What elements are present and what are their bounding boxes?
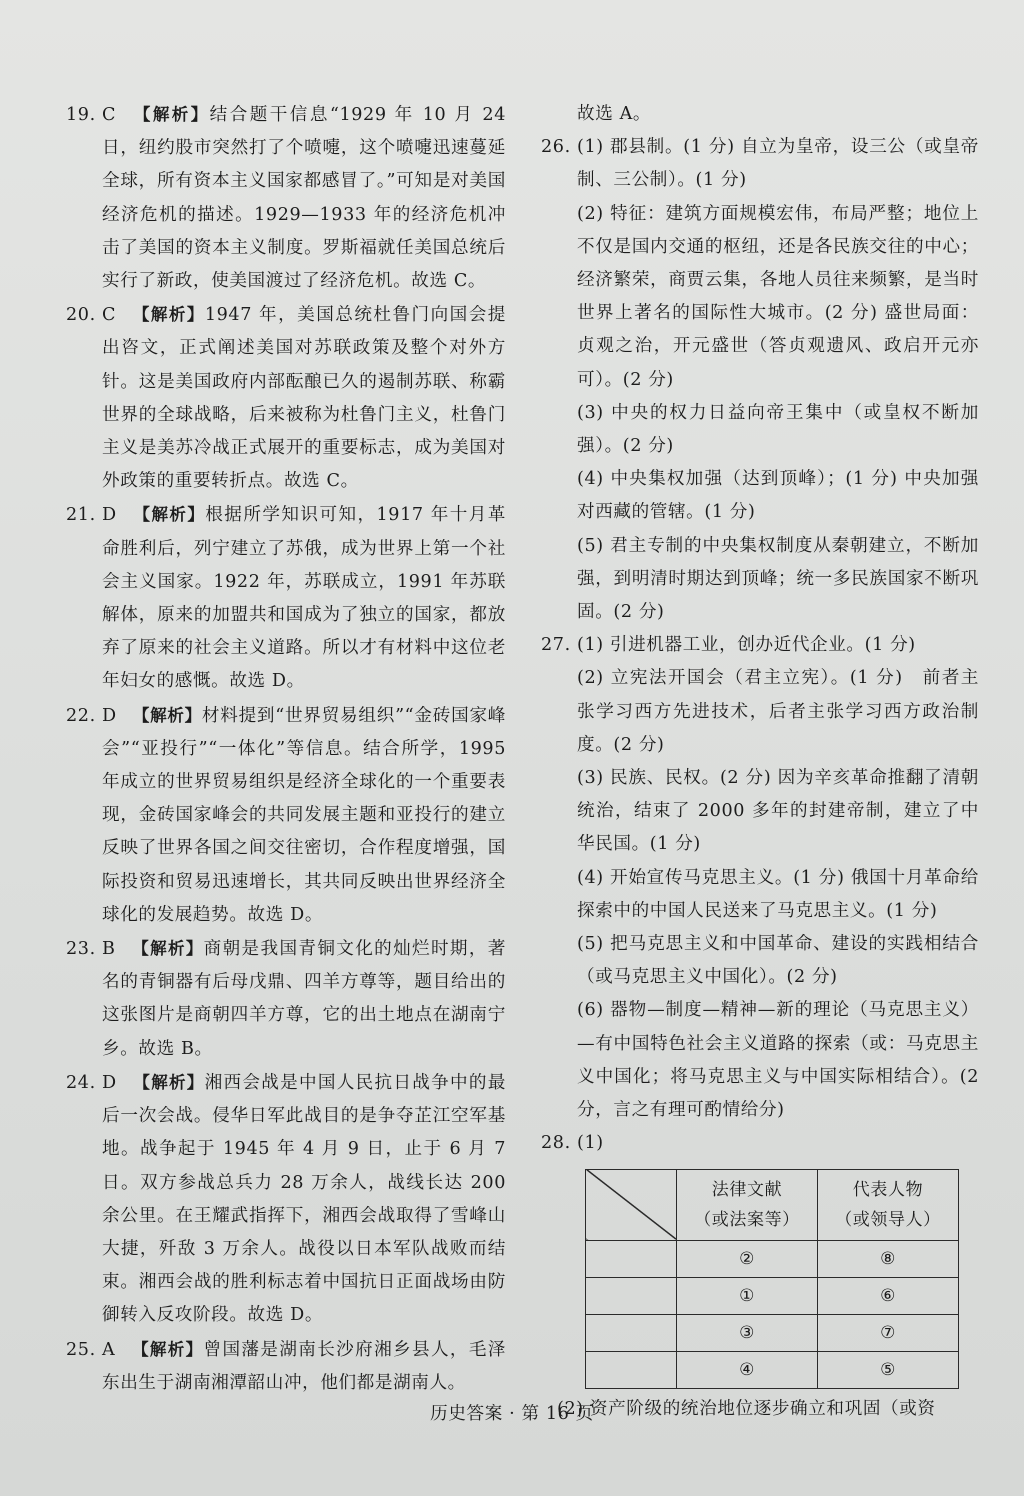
table-row (586, 1240, 959, 1277)
question-number: 25. (66, 1339, 96, 1360)
question-number: 20. (66, 305, 96, 326)
question-27-part-1 (541, 629, 979, 662)
header-line: 法律文献 (711, 1179, 783, 1200)
header-line: 代表人物 (852, 1179, 924, 1200)
answer-text: (1) (577, 1133, 604, 1154)
analysis-tag: 【解析】 (132, 1072, 205, 1092)
question-number: 28. (541, 1133, 571, 1154)
question-26-part-5: (5) 君主专制的中央集权制度从秦朝建立，不断加强，到明清时期达到顶峰；统一多民族国家不断巩固。(2 分) (577, 535, 979, 623)
analysis-text: 材料提到“世界贸易组织”“金砖国家峰会”“亚投行”“一体化”等信息。结合所学，1995 年成立的世界贸易组织是经济全球化的一个重要表现，金砖国家峰会的共同发展主题和亚投行的建立反映了世界各国之间交往密切，合作程度增强，国际投资和贸易迅速增长，其共同反映出世界经济全球化的发展趋势。故选 D。 (102, 705, 506, 925)
header-line: （或领导人） (835, 1209, 941, 1230)
question-25 (66, 1333, 506, 1400)
analysis-tag: 【解析】 (131, 1339, 204, 1359)
table-row (586, 1314, 959, 1351)
analysis-tag: 【解析】 (132, 705, 202, 725)
question-number: 22. (66, 705, 96, 726)
table-row (586, 1351, 959, 1388)
answer-letter: D (102, 705, 117, 726)
table-cell: ⑥ (818, 1277, 959, 1314)
table-cell: ⑦ (818, 1314, 959, 1351)
analysis-text: 曾国藩是湖南长沙府湘乡县人，毛泽东出生于湖南湘潭韶山冲，他们都是湖南人。 (102, 1339, 506, 1393)
question-number: 26. (541, 137, 571, 158)
question-27-part-5: (5) 把马克思主义和中国革命、建设的实践相结合（或马克思主义中国化）。(2 分) (577, 934, 979, 988)
row-label-cell (586, 1314, 677, 1351)
question-22 (66, 699, 506, 932)
question-19 (66, 98, 506, 298)
left-column (66, 98, 506, 1400)
analysis-text: 湘西会战是中国人民抗日战争中的最后一次会战。侵华日军此战目的是争夺芷江空军基地。战争起于 1945 年 4 月 9 日，止于 6 月 7 日。双方参战总兵力 28 万余人，战线长达 200 余公里。在王耀武指挥下，湘西会战取得了雪峰山大捷，歼敌 3 万余人。战役以日本军队战败而结束。湘西会战的胜利标志着中国抗日正面战场由防御转入反攻阶段。故选 D。 (102, 1072, 506, 1326)
diagonal-header-cell (586, 1169, 677, 1240)
question-26-part-1 (541, 131, 979, 197)
answer-letter: A (102, 1339, 116, 1360)
answer-letter: D (102, 505, 117, 526)
table-row (586, 1277, 959, 1314)
answer-letter: C (102, 105, 117, 125)
question-number: 24. (66, 1072, 96, 1093)
header-representatives (818, 1169, 959, 1240)
question-26-part-4: (4) 中央集权加强（达到顶峰）；(1 分) 中央加强对西藏的管辖。(1 分) (577, 469, 979, 523)
question-number: 23. (66, 939, 96, 960)
row-label-cell (586, 1240, 677, 1277)
right-column (541, 98, 979, 1426)
question-number: 27. (541, 635, 571, 656)
analysis-tag: 【解析】 (132, 105, 210, 124)
header-line: （或法案等） (694, 1209, 800, 1230)
answer-text: (1) 引进机器工业，创办近代企业。(1 分) (577, 635, 916, 656)
table-cell: ⑧ (818, 1240, 959, 1277)
question-27-part-6: (6) 器物—制度—精神—新的理论（马克思主义）—有中国特色社会主义道路的探索（或：马克思主义中国化；将马克思主义与中国实际相结合）。(2 分，言之有理可酌情给分) (577, 1000, 979, 1121)
table-cell: ⑤ (818, 1351, 959, 1388)
question-28-part-1 (541, 1127, 979, 1160)
question-number: 19. (66, 105, 96, 125)
analysis-text: 1947 年，美国总统杜鲁门向国会提出咨文，正式阐述美国对苏联政策及整个对外方针。这是美国政府内部酝酿已久的遏制苏联、称霸世界的全球战略，后来被称为杜鲁门主义，杜鲁门主义是美苏冷战正式展开的重要标志，成为美国对外政策的重要转折点。故选 C。 (102, 305, 506, 492)
answer-table (585, 1169, 959, 1389)
analysis-text: 结合题干信息“1929 年 10 月 24 日，纽约股市突然打了个喷嚏，这个喷嚏迅速蔓延全球，所有资本主义国家都感冒了。”可知是对美国经济危机的描述。1929—1933 年的经济危机冲击了美国的资本主义制度。罗斯福就任美国总统后实行了新政，使美国渡过了经济危机。故选 C。 (102, 105, 507, 292)
question-24 (66, 1066, 506, 1333)
question-23 (66, 932, 506, 1066)
question-27-part-2: (2) 立宪法开国会（君主立宪）。(1 分) 前者主张学习西方先进技术，后者主张学习西方政治制度。(2 分) (577, 668, 979, 755)
page-footer: 历史答案 · 第 16 页 (430, 1404, 594, 1424)
question-25-continuation: 故选 A。 (577, 104, 652, 124)
table-cell: ① (677, 1277, 818, 1314)
analysis-text: 商朝是我国青铜文化的灿烂时期，著名的青铜器有后母戊鼎、四羊方尊等，题目给出的这张图片是商朝四羊方尊，它的出土地点在湖南宁乡。故选 B。 (102, 939, 506, 1059)
analysis-text: 根据所学知识可知，1917 年十月革命胜利后，列宁建立了苏俄，成为世界上第一个社会主义国家。1922 年，苏联成立，1991 年苏联解体，原来的加盟共和国成为了独立的国家，都放弃了原来的社会主义道路。所以才有材料中这位老年妇女的感慨。故选 D。 (102, 505, 506, 692)
answer-text: (1) 郡县制。(1 分) 自立为皇帝，设三公（或皇帝制、三公制）。(1 分) (577, 137, 979, 191)
table-cell: ③ (677, 1314, 818, 1351)
table-cell: ④ (677, 1351, 818, 1388)
header-legal-documents (677, 1169, 818, 1240)
question-27-part-3: (3) 民族、民权。(2 分) 因为辛亥革命推翻了清朝统治，结束了 2000 多年的封建帝制，建立了中华民国。(1 分) (577, 768, 979, 855)
question-26-part-2: (2) 特征：建筑方面规模宏伟，布局严整；地位上不仅是国内交通的枢纽，还是各民族交往的中心；经济繁荣，商贾云集，各地人员往来频繁，是当时世界上著名的国际性大城市。(2 分) 盛世局面：贞观之治，开元盛世（答贞观遗风、政启开元亦可）。(2 分) (577, 203, 979, 390)
question-28-part-2: (2) 资产阶级的统治地位逐步确立和巩固（或资 (557, 1398, 936, 1419)
question-21 (66, 498, 506, 698)
analysis-tag: 【解析】 (132, 305, 205, 325)
question-27-part-4: (4) 开始宣传马克思主义。(1 分) 俄国十月革命给探索中的中国人民送来了马克思主义。(1 分) (577, 867, 979, 921)
table-cell: ② (677, 1240, 818, 1277)
row-label-cell (586, 1351, 677, 1388)
row-label-cell (586, 1277, 677, 1314)
analysis-tag: 【解析】 (132, 505, 206, 525)
analysis-tag: 【解析】 (131, 939, 204, 959)
question-20 (66, 298, 506, 498)
answer-letter: B (102, 939, 116, 960)
answer-letter: C (102, 305, 117, 326)
answer-letter: D (102, 1072, 117, 1093)
question-number: 21. (66, 505, 96, 526)
question-26-part-3: (3) 中央的权力日益向帝王集中（或皇权不断加强）。(2 分) (577, 402, 979, 457)
